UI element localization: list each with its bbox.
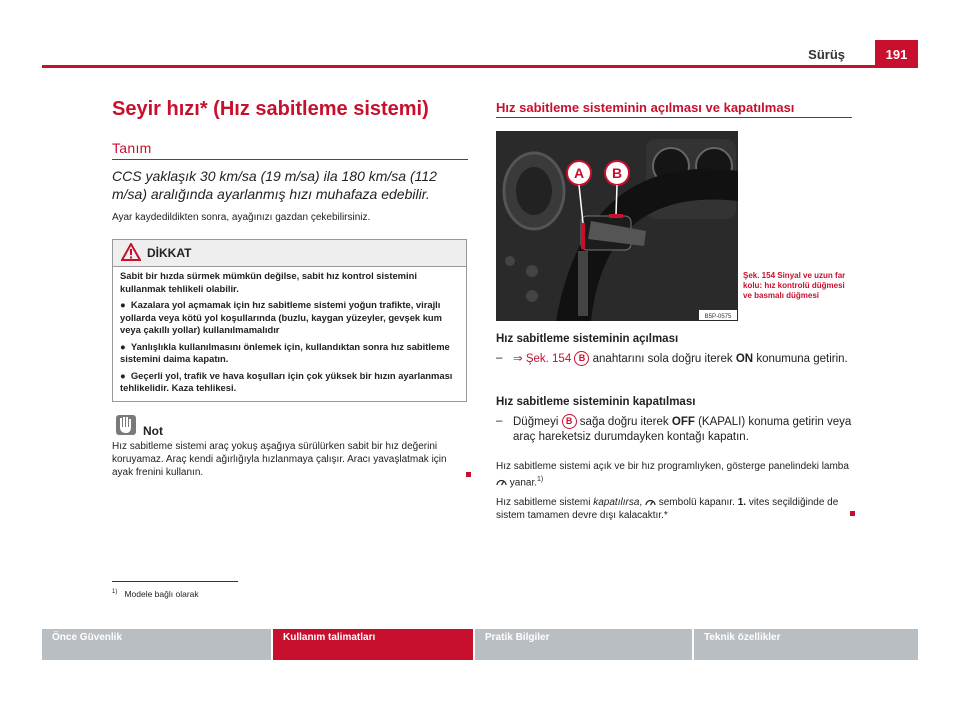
figure-reference-link[interactable]: ⇒ Şek. 154 (513, 353, 572, 365)
warning-header (113, 240, 466, 267)
page-title: Seyir hızı* (Hız sabitleme sistemi) (112, 98, 429, 120)
info-text: sembolü kapanır. (658, 497, 735, 508)
subtitle-rule (112, 159, 468, 160)
on-text-part: anahtarını sola doğru iterek (592, 353, 733, 365)
off-instruction-text (513, 414, 856, 445)
off-heading: Hız sabitleme sisteminin kapatılması (496, 396, 696, 408)
warning-title: DİKKAT (147, 246, 192, 260)
intro-paragraph: Ayar kaydedildikten sonra, ayağınızı gazdan çekebilirsiniz. (112, 212, 371, 223)
on-heading: Hız sabitleme sisteminin açılması (496, 333, 679, 345)
warning-bullet-text: Geçerli yol, trafik ve hava koşulları için çok yüksek bir hızın ayarlanması tehlikelidir. Kaza tehlikesi. (120, 369, 453, 393)
figure-stalk-photo (496, 131, 738, 321)
off-keyword: OFF (671, 416, 695, 428)
on-text-part: konumuna getirin. (756, 353, 848, 365)
badge-b: B (562, 414, 577, 429)
badge-b: B (574, 351, 589, 366)
off-instruction (496, 414, 856, 445)
right-title-rule (496, 117, 852, 118)
figure-caption: Şek. 154 Sinyal ve uzun far kolu: hız kontrolü düğmesi ve basmalı düğmesi (743, 271, 846, 300)
warning-triangle-icon (121, 243, 141, 261)
footnote-text: Modele bağlı olarak (124, 589, 199, 599)
info-text: Hız sabitleme sistemi (496, 497, 591, 508)
bullet-icon: ● (120, 369, 126, 381)
page-number: 191 (875, 40, 918, 68)
off-text-part: Düğmeyi (513, 416, 559, 428)
warning-bullet-item (120, 370, 460, 395)
warning-bullet-text: Yanlışlıkla kullanılmasını önlemek için, kullandıktan sonra hız sabitleme sistemini daima kapatın. (120, 340, 450, 364)
footnote (112, 589, 199, 599)
tab-operating-instructions[interactable]: Kullanım talimatları (273, 629, 473, 660)
info-text: vites seçildiğinde de sistem tamamen devre dışı kalacaktır.* (496, 497, 839, 521)
bullet-icon: ● (120, 299, 126, 310)
cruise-control-lamp-icon (496, 477, 507, 486)
warning-paragraph: Sabit bir hızda sürmek mümkün değilse, sabit hız kontrol sistemini kullanmak tehlikeli olabilir. (120, 270, 417, 294)
note-text: Hız sabitleme sistemi araç yokuş aşağıya sürülürken sabit bir hız değerini koruyamaz. Araç kendi ağırlığıyla hızlanmaya çalışır. Aracı yavaşlatmak için ayak frenini kullanın. (112, 441, 447, 478)
info-text: yanar. (509, 477, 538, 489)
off-text-part: (KAPALI) konuma getirin veya araç hareketsiz durumdayken kontağı kapatın. (513, 416, 852, 443)
info-italic: kapatılırsa (593, 497, 640, 508)
info-paragraph-2 (496, 496, 854, 522)
note-title: Not (143, 424, 163, 438)
tab-safety-first[interactable]: Önce Güvenlik (42, 629, 271, 660)
section-subtitle: Tanım (112, 140, 152, 156)
info-bold: 1. (737, 497, 747, 508)
on-instruction (496, 351, 856, 367)
on-keyword: ON (735, 353, 754, 365)
lead-paragraph: CCS yaklaşık 30 km/sa (19 m/sa) ila 180 km/sa (112 m/sa) aralığında ayarlanmış hızı muhafaza edebilir. (112, 168, 437, 202)
dashboard-illustration (496, 131, 738, 321)
tab-practical-info[interactable]: Pratik Bilgiler (475, 629, 692, 660)
figure-code: B5P-0575 (704, 314, 732, 320)
info-text: , (639, 497, 643, 508)
warning-bullet-item (120, 299, 460, 337)
note-icon (115, 414, 137, 436)
footnote-ref: 1) (537, 476, 544, 483)
running-header-section: Sürüş (808, 47, 845, 62)
cruise-control-lamp-icon (645, 497, 656, 506)
header-rule (42, 65, 918, 68)
off-text-part: sağa doğru iterek (579, 416, 669, 428)
list-dash: – (496, 415, 503, 427)
info-paragraph-1 (496, 460, 854, 489)
figure-label-b: B (611, 165, 623, 181)
section-end-marker (466, 472, 471, 477)
footnote-rule (112, 581, 238, 582)
list-dash: – (496, 352, 503, 364)
bullet-icon: ● (120, 340, 126, 352)
warning-bullet-text: Kazalara yol açmamak için hız sabitleme sistemi yoğun trafikte, virajlı yollarda veya kötü yol koşullarında (buzlu, kaygan yüzeyler, gevşek kum veya çakıllı yollar) kullanılmamalıdır (120, 299, 442, 335)
figure-label-a: A (573, 165, 585, 181)
footnote-mark: 1) (112, 589, 118, 596)
warning-bullet-item (120, 341, 460, 366)
tab-technical-specs[interactable]: Teknik özellikler (694, 629, 918, 660)
info-text: Hız sabitleme sistemi açık ve bir hız programlıyken, gösterge panelindeki lamba (496, 461, 849, 472)
on-instruction-text (513, 351, 856, 367)
warning-box (112, 239, 467, 402)
warning-body (120, 270, 460, 399)
section-end-marker (850, 511, 855, 516)
right-section-title: Hız sabitleme sisteminin açılması ve kapatılması (496, 100, 795, 115)
